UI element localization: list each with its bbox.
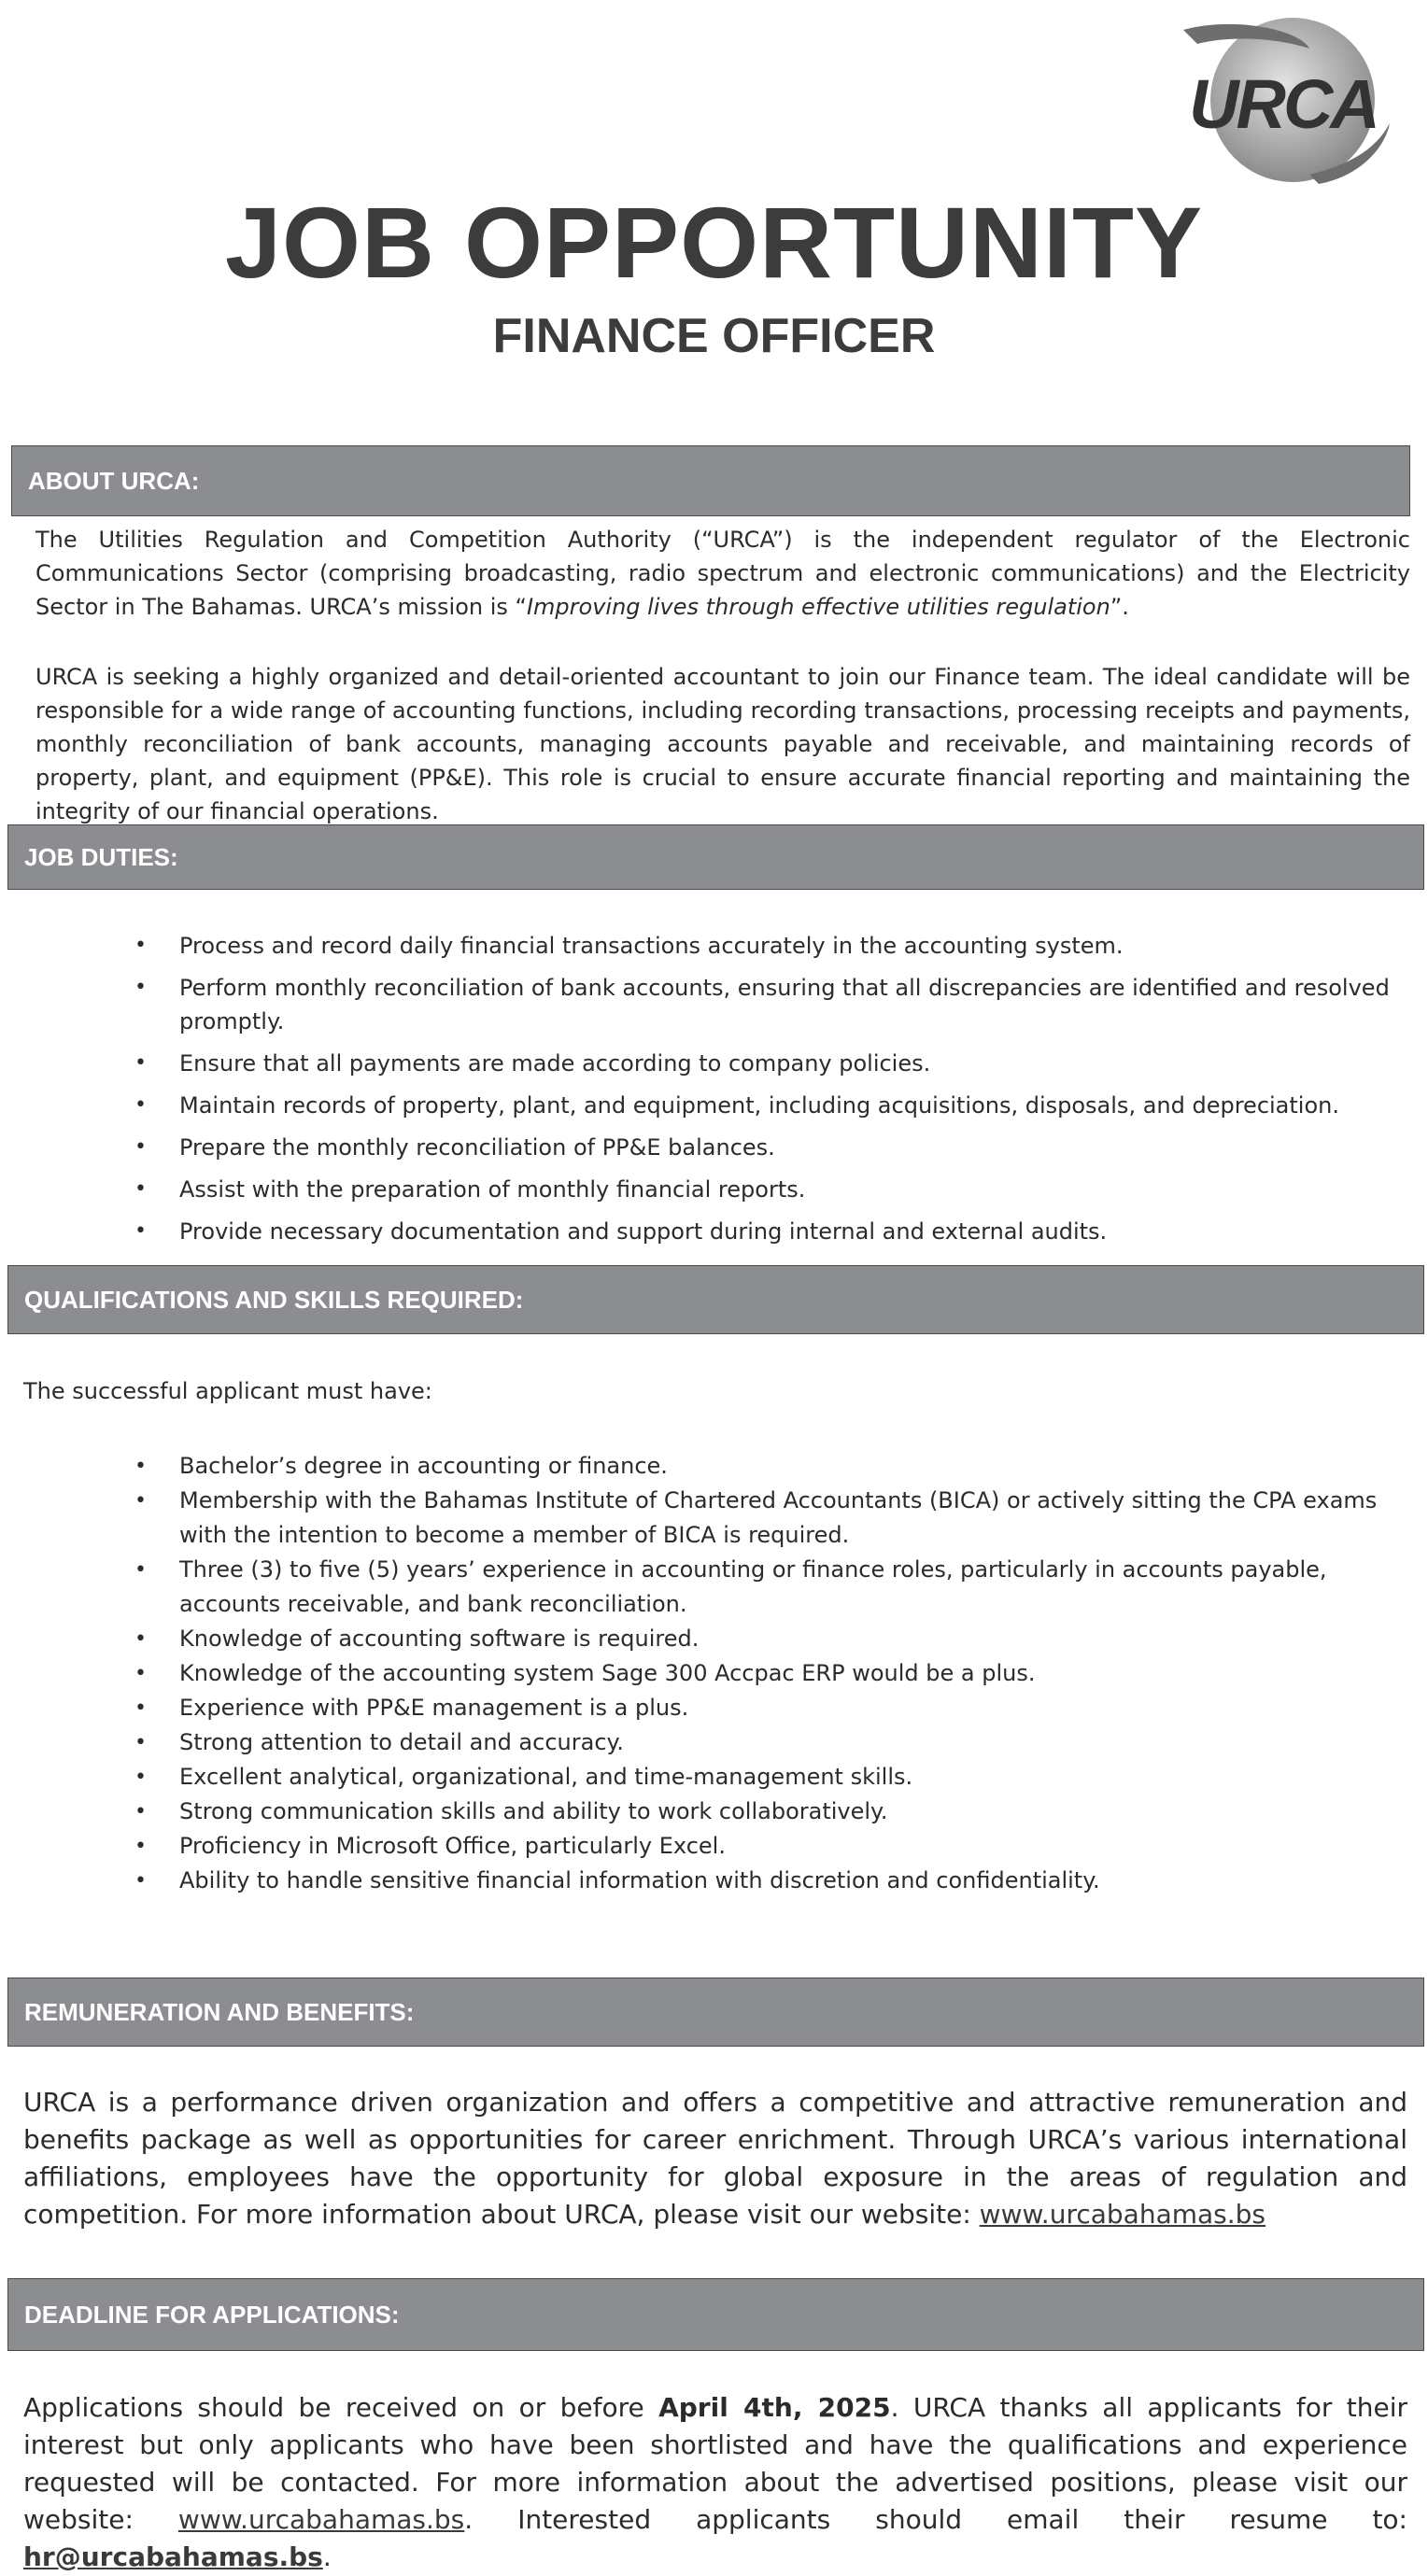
list-item: • Ensure that all payments are made according to company policies. <box>134 1047 1423 1080</box>
remuneration-heading: REMUNERATION AND BENEFITS: <box>24 1997 415 2026</box>
remuneration-section-header <box>7 1978 1424 2047</box>
duties-heading: JOB DUTIES: <box>24 842 178 871</box>
list-item: • Proficiency in Microsoft Office, particularly Excel. <box>134 1829 1386 1864</box>
list-item: • Three (3) to five (5) years’ experience in accounting or finance roles, particularly in accounts payable, accounts receivable, and bank reconciliation. <box>134 1553 1386 1622</box>
duties-list <box>134 929 1423 1257</box>
website-link[interactable]: www.urcabahamas.bs <box>177 2504 465 2535</box>
list-item: • Provide necessary documentation and support during internal and external audits. <box>134 1215 1423 1248</box>
about-section-header <box>11 445 1410 516</box>
deadline-section-header <box>7 2278 1424 2351</box>
website-link[interactable]: www.urcabahamas.bs <box>979 2199 1266 2230</box>
list-item: • Maintain records of property, plant, and equipment, including acquisitions, disposals, and depreciation. <box>134 1089 1423 1122</box>
list-item: • Membership with the Bahamas Institute of Chartered Accountants (BICA) or actively sitting the CPA exams with the intention to become a member of BICA is required. <box>134 1484 1386 1553</box>
email-link[interactable]: hr@urcabahamas.bs <box>23 2541 323 2572</box>
logo-text: URCA <box>1189 65 1378 143</box>
list-item: • Excellent analytical, organizational, and time-management skills. <box>134 1760 1386 1795</box>
job-title: FINANCE OFFICER <box>492 309 936 363</box>
list-item: • Strong communication skills and ability to work collaboratively. <box>134 1795 1386 1829</box>
about-paragraph-2: URCA is seeking a highly organized and detail-oriented accountant to join our Finance team. The ideal candidate will be responsible for a wide range of accounting functions, including recording transactions, processing receipts and payments, monthly reconciliation of bank accounts, managing accounts payable and receivable, and maintaining records of property, plant, and equipment (PP&E). This role is crucial to ensure accurate financial reporting and maintaining the integrity of our financial operations. <box>35 664 1410 824</box>
qualifications-intro: The successful applicant must have: <box>23 1378 432 1404</box>
deadline-paragraph: Applications should be received on or before April 4th, 2025. URCA thanks all applicants for their interest but only applicants who have been shortlisted and have the qualifications and experience requested will be contacted. For more information about the advertised positions, please visit our website: www.urcabahamas.bs. Interested applicants should email their resume to: hr@urcabahamas.bs. <box>23 2392 1407 2572</box>
page-title: JOB OPPORTUNITY <box>224 186 1204 299</box>
list-item: • Knowledge of accounting software is required. <box>134 1622 1386 1656</box>
list-item: • Assist with the preparation of monthly financial reports. <box>134 1173 1423 1206</box>
list-item: • Ability to handle sensitive financial information with discretion and confidentiality. <box>134 1864 1386 1898</box>
list-item: • Experience with PP&E management is a plus. <box>134 1691 1386 1725</box>
qualifications-heading: QUALIFICATIONS AND SKILLS REQUIRED: <box>24 1285 524 1314</box>
list-item: • Perform monthly reconciliation of bank accounts, ensuring that all discrepancies are identified and resolved promptly. <box>134 971 1423 1038</box>
remuneration-paragraph: URCA is a performance driven organization and offers a competitive and attractive remuneration and benefits package as well as opportunities for career enrichment. Through URCA’s various international affiliations, employees have the opportunity for global exposure in the areas of regulation and competition. For more information about URCA, please visit our website: www.urcabahamas.bs <box>23 2087 1407 2230</box>
about-heading: ABOUT URCA: <box>28 466 200 495</box>
list-item: • Process and record daily financial transactions accurately in the accounting system. <box>134 929 1423 963</box>
list-item: • Bachelor’s degree in accounting or finance. <box>134 1449 1386 1484</box>
list-item: • Strong attention to detail and accuracy. <box>134 1725 1386 1760</box>
deadline-date: April 4th, 2025 <box>658 2392 891 2423</box>
list-item: • Knowledge of the accounting system Sage 300 Accpac ERP would be a plus. <box>134 1656 1386 1691</box>
list-item: • Prepare the monthly reconciliation of PP&E balances. <box>134 1131 1423 1164</box>
qualifications-section-header <box>7 1265 1424 1334</box>
urca-logo <box>1169 11 1398 189</box>
about-paragraph-1: The Utilities Regulation and Competition Authority (“URCA”) is the independent regulator of the Electronic Communications Sector (comprising broadcasting, radio spectrum and electronic communications) and the Electricity Sector in The Bahamas. URCA’s mission is “Improving lives through effective utilities regulation”. <box>35 527 1410 620</box>
duties-section-header <box>7 824 1424 890</box>
qualifications-list <box>134 1449 1386 1898</box>
deadline-heading: DEADLINE FOR APPLICATIONS: <box>24 2300 400 2329</box>
